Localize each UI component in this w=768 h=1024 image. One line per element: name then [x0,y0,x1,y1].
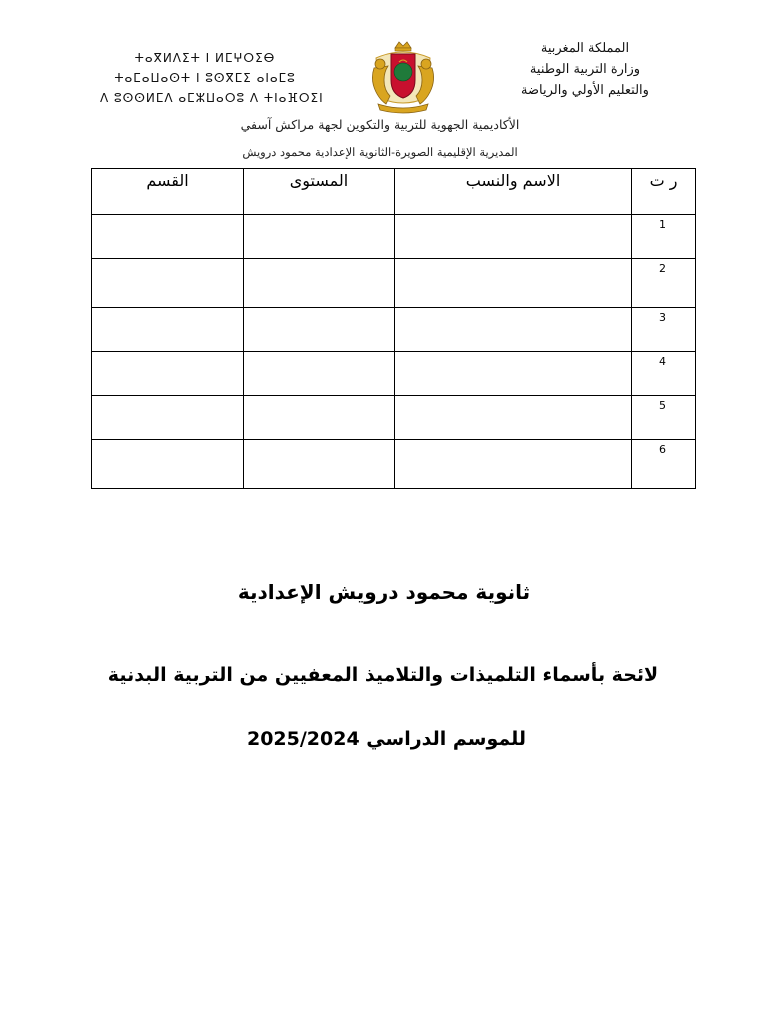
class-cell[interactable] [92,308,244,352]
name-cell[interactable] [395,352,632,396]
school-name: ثانوية محمود درويش الإعدادية [237,580,531,604]
tifinagh-line: ⵜⴰⴳⵍⴷⵉⵜ ⵏ ⵍⵎⵖⵔⵉⴱ [134,51,276,65]
kingdom-header [500,38,670,101]
level-cell[interactable] [244,259,395,308]
table-row [92,259,696,308]
table-header-row [92,169,696,215]
tifinagh-header [100,48,324,108]
tifinagh-line: ⴷ ⵓⵙⵙⵍⵎⴷ ⴰⵎⵣⵡⴰⵔⵓ ⴷ ⵜⵏⴰⴼⵔⵉⵏ [100,91,324,105]
header-num: ر ت [632,169,696,215]
coat-of-arms-icon [366,38,440,114]
list-title: لائحة بأسماء التلميذات والتلاميذ المعفيين من التربية البدنية [107,664,659,686]
name-cell[interactable] [395,308,632,352]
level-cell[interactable] [244,440,395,489]
tifinagh-line: ⵜⴰⵎⴰⵡⴰⵙⵜ ⵏ ⵓⵙⴳⵎⵉ ⴰⵏⴰⵎⵓ [114,71,296,85]
row-number: 6 [632,440,696,489]
academy-line: الأكاديمية الجهوية للتربية والتكوين لجهة مراكش آسفي [240,117,520,132]
class-cell[interactable] [92,396,244,440]
row-number: 4 [632,352,696,396]
table-row [92,352,696,396]
level-cell[interactable] [244,352,395,396]
class-cell[interactable] [92,440,244,489]
row-number: 1 [632,215,696,259]
header-level: المستوى [244,169,395,215]
row-number: 3 [632,308,696,352]
ministry-line: والتعليم الأولي والرياضة [521,83,649,98]
header-name: الاسم والنسب [395,169,632,215]
name-cell[interactable] [395,440,632,489]
table-row [92,440,696,489]
header-class: القسم [92,169,244,215]
table-row [92,396,696,440]
name-cell[interactable] [395,259,632,308]
row-number: 5 [632,396,696,440]
kingdom-line: المملكة المغربية [540,41,630,56]
level-cell[interactable] [244,308,395,352]
directorate-line: المديرية الإقليمية الصويرة-الثانوية الإعدادية محمود درويش [242,145,518,159]
class-cell[interactable] [92,259,244,308]
class-cell[interactable] [92,352,244,396]
class-cell[interactable] [92,215,244,259]
name-cell[interactable] [395,396,632,440]
table-row [92,308,696,352]
school-season: للموسم الدراسي 2025/2024 [246,728,527,750]
level-cell[interactable] [244,396,395,440]
row-number: 2 [632,259,696,308]
students-table [91,168,696,489]
level-cell[interactable] [244,215,395,259]
table-row [92,215,696,259]
ministry-line: وزارة التربية الوطنية [529,62,641,77]
name-cell[interactable] [395,215,632,259]
